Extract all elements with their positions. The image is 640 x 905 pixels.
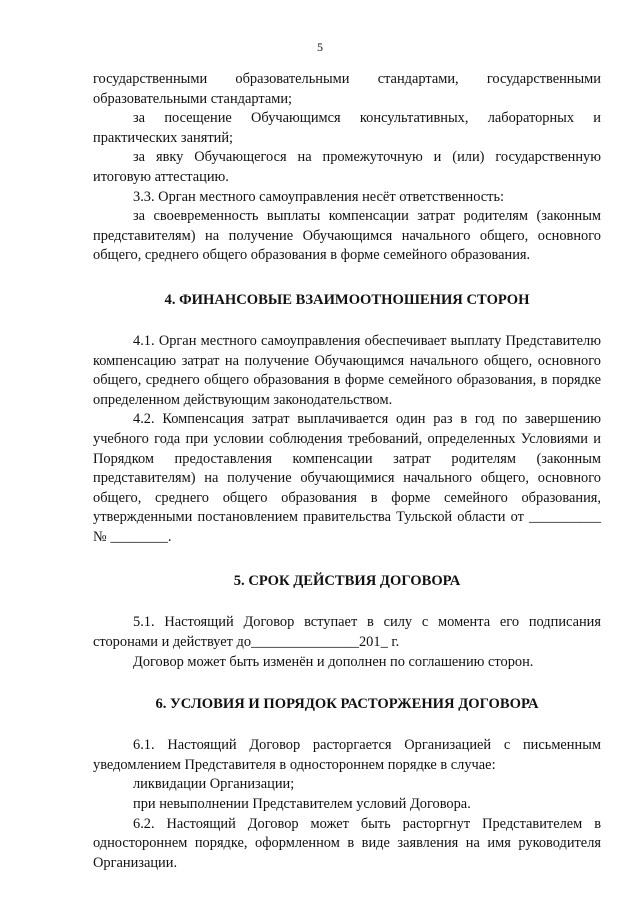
paragraph: 6.1. Настоящий Договор расторгается Организацией с письменным уведомлением Представителя в одностороннем порядке в случае: xyxy=(93,737,601,773)
paragraph: за своевременность выплаты компенсации затрат родителям (законным представителям) на получение Обучающимся начального общего, основного общего, среднего общего образования в форме семейного образования. xyxy=(93,208,601,264)
paragraph: 4.2. Компенсация затрат выплачивается один раз в год по завершению учебного года при условии соблюдения требований, определенных Условиями и Порядком предоставления компенсации затрат родителям (законным представителям) на получение обучающимися начального общего, основного общего, среднего общего образования в форме семейного образования, утвержденными постановлением правительства Тульской области от __________ № ________. xyxy=(93,411,601,545)
document-body xyxy=(93,70,601,873)
paragraph: за явку Обучающегося на промежуточную и (или) государственную итоговую аттестацию. xyxy=(93,149,601,185)
paragraph: 6.2. Настоящий Договор может быть расторгнут Представителем в одностороннем порядке, оформленном в виде заявления на имя руководителя Организации. xyxy=(93,815,601,871)
paragraph: Договор может быть изменён и дополнен по соглашению сторон. xyxy=(133,653,534,670)
section-heading: 6. УСЛОВИЯ И ПОРЯДОК РАСТОРЖЕНИЯ ДОГОВОРА xyxy=(155,696,539,713)
paragraph: ликвидации Организации; xyxy=(133,776,295,793)
paragraph: государственными образовательными стандартами, государственными образовательными стандартами; xyxy=(93,71,601,107)
section-heading: 5. СРОК ДЕЙСТВИЯ ДОГОВОРА xyxy=(233,573,461,590)
paragraph: 3.3. Орган местного самоуправления несёт ответственность: xyxy=(133,188,505,205)
page-number: 5 xyxy=(317,40,323,54)
paragraph: при невыполнении Представителем условий Договора. xyxy=(133,796,471,813)
paragraph: 4.1. Орган местного самоуправления обеспечивает выплату Представителю компенсацию затрат на получение Обучающимся начального общего, основного общего, среднего общего образования в форме семейного образования, в порядке определенном действующим законодательством. xyxy=(93,332,601,408)
paragraph: 5.1. Настоящий Договор вступает в силу с момента его подписания сторонами и действует до_______________201_ г. xyxy=(93,614,601,651)
paragraph: за посещение Обучающимся консультативных, лабораторных и практических занятий; xyxy=(93,110,601,146)
section-heading: 4. ФИНАНСОВЫЕ ВЗАИМООТНОШЕНИЯ СТОРОН xyxy=(164,291,530,308)
